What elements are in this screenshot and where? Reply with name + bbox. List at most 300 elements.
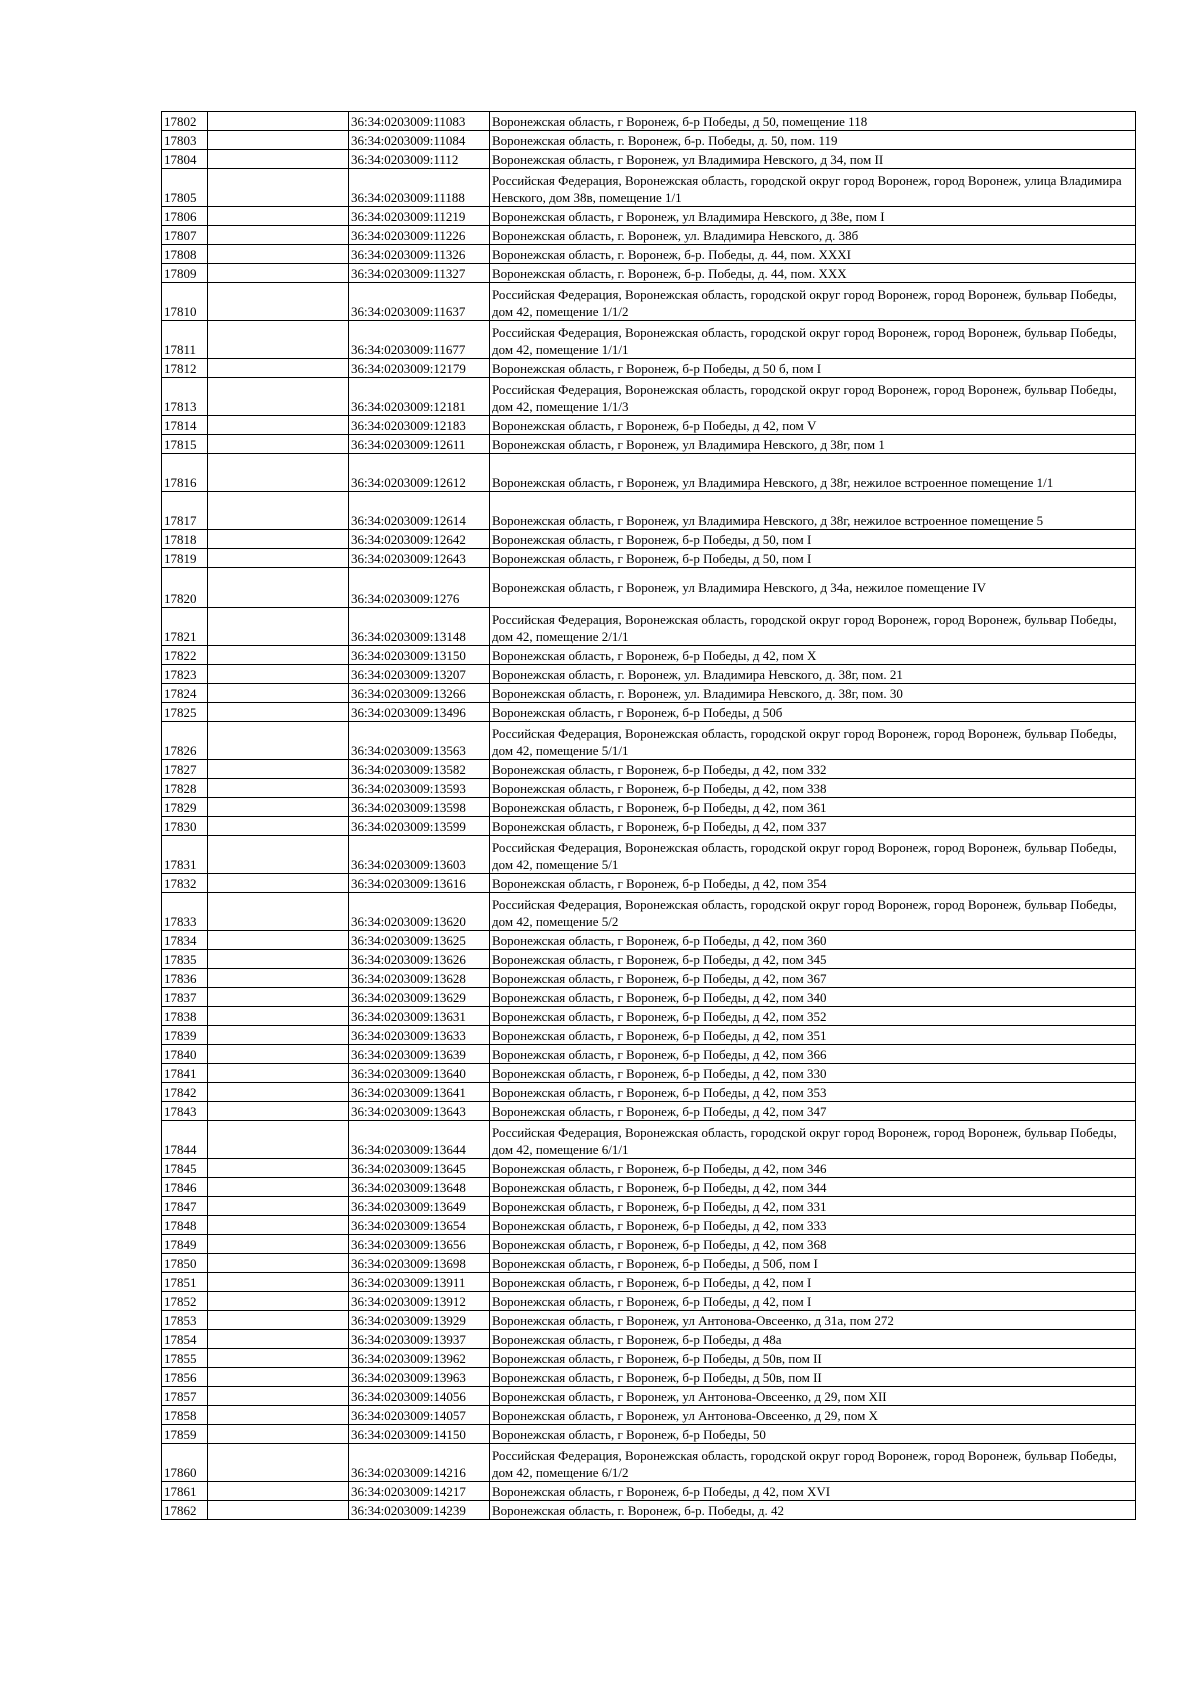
address-cell: Воронежская область, г Воронеж, б-р Победы, 50 — [490, 1425, 1136, 1444]
table-row — [162, 454, 1136, 492]
table-row — [162, 1311, 1136, 1330]
row-number-cell: 17841 — [162, 1064, 208, 1083]
row-number-cell: 17827 — [162, 760, 208, 779]
address-cell: Российская Федерация, Воронежская область, городской округ город Воронеж, город Воронеж, бульвар Победы, дом 42, помещение 5/2 — [490, 893, 1136, 931]
empty-cell — [208, 893, 349, 931]
empty-cell — [208, 226, 349, 245]
table-row — [162, 1064, 1136, 1083]
empty-cell — [208, 1064, 349, 1083]
row-number-cell: 17813 — [162, 378, 208, 416]
address-cell: Воронежская область, г Воронеж, б-р Победы, д 48а — [490, 1330, 1136, 1349]
table-row — [162, 112, 1136, 131]
cadastral-number-cell: 36:34:0203009:13593 — [349, 779, 490, 798]
empty-cell — [208, 760, 349, 779]
table-row — [162, 169, 1136, 207]
empty-cell — [208, 969, 349, 988]
empty-cell — [208, 359, 349, 378]
empty-cell — [208, 874, 349, 893]
table-row — [162, 893, 1136, 931]
table-row — [162, 722, 1136, 760]
empty-cell — [208, 608, 349, 646]
empty-cell — [208, 931, 349, 950]
row-number-cell: 17819 — [162, 549, 208, 568]
empty-cell — [208, 703, 349, 722]
row-number-cell: 17836 — [162, 969, 208, 988]
table-row — [162, 530, 1136, 549]
empty-cell — [208, 988, 349, 1007]
table-row — [162, 1406, 1136, 1425]
row-number-cell: 17820 — [162, 568, 208, 608]
address-cell: Российская Федерация, Воронежская область, городской округ город Воронеж, город Воронеж, бульвар Победы, дом 42, помещение 5/1/1 — [490, 722, 1136, 760]
cadastral-number-cell: 36:34:0203009:13625 — [349, 931, 490, 950]
empty-cell — [208, 1330, 349, 1349]
empty-cell — [208, 131, 349, 150]
address-cell: Воронежская область, г Воронеж, б-р Победы, д 42, пом I — [490, 1273, 1136, 1292]
row-number-cell: 17840 — [162, 1045, 208, 1064]
cadastral-number-cell: 36:34:0203009:12612 — [349, 454, 490, 492]
empty-cell — [208, 817, 349, 836]
address-cell: Воронежская область, г Воронеж, б-р Победы, д 42, пом 333 — [490, 1216, 1136, 1235]
empty-cell — [208, 454, 349, 492]
cadastral-number-cell: 36:34:0203009:14217 — [349, 1482, 490, 1501]
table-row — [162, 416, 1136, 435]
table-row — [162, 359, 1136, 378]
cadastral-number-cell: 36:34:0203009:13626 — [349, 950, 490, 969]
table-row — [162, 1235, 1136, 1254]
address-cell: Воронежская область, г Воронеж, б-р Победы, д 42, пом 344 — [490, 1178, 1136, 1197]
table-row — [162, 1482, 1136, 1501]
address-cell: Воронежская область, г Воронеж, б-р Победы, д 50в, пом II — [490, 1368, 1136, 1387]
cadastral-number-cell: 36:34:0203009:13643 — [349, 1102, 490, 1121]
row-number-cell: 17857 — [162, 1387, 208, 1406]
empty-cell — [208, 568, 349, 608]
address-cell: Российская Федерация, Воронежская область, городской округ город Воронеж, город Воронеж, бульвар Победы, дом 42, помещение 1/1/1 — [490, 321, 1136, 359]
row-number-cell: 17831 — [162, 836, 208, 874]
row-number-cell: 17844 — [162, 1121, 208, 1159]
table-row — [162, 1330, 1136, 1349]
register-table-body — [162, 112, 1136, 1520]
row-number-cell: 17858 — [162, 1406, 208, 1425]
row-number-cell: 17809 — [162, 264, 208, 283]
table-row — [162, 264, 1136, 283]
cadastral-number-cell: 36:34:0203009:14057 — [349, 1406, 490, 1425]
address-cell: Воронежская область, г Воронеж, ул Владимира Невского, д 38е, пом I — [490, 207, 1136, 226]
row-number-cell: 17818 — [162, 530, 208, 549]
row-number-cell: 17854 — [162, 1330, 208, 1349]
table-row — [162, 931, 1136, 950]
address-cell: Воронежская область, г. Воронеж, б-р. Победы, д. 42 — [490, 1501, 1136, 1520]
cadastral-number-cell: 36:34:0203009:14056 — [349, 1387, 490, 1406]
cadastral-number-cell: 36:34:0203009:13266 — [349, 684, 490, 703]
row-number-cell: 17805 — [162, 169, 208, 207]
table-row — [162, 435, 1136, 454]
row-number-cell: 17804 — [162, 150, 208, 169]
empty-cell — [208, 549, 349, 568]
address-cell: Воронежская область, г Воронеж, б-р Победы, д 42, пом X — [490, 646, 1136, 665]
cadastral-number-cell: 36:34:0203009:11326 — [349, 245, 490, 264]
empty-cell — [208, 1311, 349, 1330]
row-number-cell: 17848 — [162, 1216, 208, 1235]
row-number-cell: 17829 — [162, 798, 208, 817]
cadastral-number-cell: 36:34:0203009:13207 — [349, 665, 490, 684]
table-row — [162, 1216, 1136, 1235]
row-number-cell: 17853 — [162, 1311, 208, 1330]
row-number-cell: 17811 — [162, 321, 208, 359]
empty-cell — [208, 1026, 349, 1045]
empty-cell — [208, 492, 349, 530]
table-row — [162, 492, 1136, 530]
row-number-cell: 17849 — [162, 1235, 208, 1254]
address-cell: Воронежская область, г Воронеж, б-р Победы, д 42, пом 332 — [490, 760, 1136, 779]
address-cell: Воронежская область, г Воронеж, б-р Победы, д 42, пом 351 — [490, 1026, 1136, 1045]
row-number-cell: 17822 — [162, 646, 208, 665]
empty-cell — [208, 207, 349, 226]
cadastral-number-cell: 36:34:0203009:12642 — [349, 530, 490, 549]
table-row — [162, 131, 1136, 150]
table-row — [162, 798, 1136, 817]
empty-cell — [208, 1444, 349, 1482]
cadastral-number-cell: 36:34:0203009:12643 — [349, 549, 490, 568]
address-cell: Воронежская область, г Воронеж, б-р Победы, д 42, пом 340 — [490, 988, 1136, 1007]
address-cell: Воронежская область, г. Воронеж, ул. Владимира Невского, д. 38г, пом. 30 — [490, 684, 1136, 703]
cadastral-number-cell: 36:34:0203009:13962 — [349, 1349, 490, 1368]
row-number-cell: 17828 — [162, 779, 208, 798]
cadastral-number-cell: 36:34:0203009:13633 — [349, 1026, 490, 1045]
cadastral-number-cell: 36:34:0203009:13654 — [349, 1216, 490, 1235]
empty-cell — [208, 150, 349, 169]
address-cell: Воронежская область, г Воронеж, б-р Победы, д 50в, пом II — [490, 1349, 1136, 1368]
row-number-cell: 17825 — [162, 703, 208, 722]
cadastral-number-cell: 36:34:0203009:13148 — [349, 608, 490, 646]
row-number-cell: 17856 — [162, 1368, 208, 1387]
row-number-cell: 17808 — [162, 245, 208, 264]
address-cell: Воронежская область, г Воронеж, б-р Победы, д 42, пом 337 — [490, 817, 1136, 836]
empty-cell — [208, 378, 349, 416]
row-number-cell: 17806 — [162, 207, 208, 226]
row-number-cell: 17846 — [162, 1178, 208, 1197]
address-cell: Воронежская область, г Воронеж, б-р Победы, д 42, пом 331 — [490, 1197, 1136, 1216]
table-row — [162, 1387, 1136, 1406]
table-row — [162, 321, 1136, 359]
address-cell: Российская Федерация, Воронежская область, городской округ город Воронеж, город Воронеж, бульвар Победы, дом 42, помещение 6/1/1 — [490, 1121, 1136, 1159]
table-row — [162, 1178, 1136, 1197]
address-cell: Воронежская область, г Воронеж, б-р Победы, д 42, пом 366 — [490, 1045, 1136, 1064]
address-cell: Воронежская область, г Воронеж, б-р Победы, д 42, пом 361 — [490, 798, 1136, 817]
table-row — [162, 779, 1136, 798]
row-number-cell: 17802 — [162, 112, 208, 131]
empty-cell — [208, 1216, 349, 1235]
cadastral-number-cell: 36:34:0203009:13150 — [349, 646, 490, 665]
address-cell: Воронежская область, г Воронеж, б-р Победы, д 42, пом I — [490, 1292, 1136, 1311]
empty-cell — [208, 245, 349, 264]
address-cell: Воронежская область, г. Воронеж, ул. Владимира Невского, д. 38г, пом. 21 — [490, 665, 1136, 684]
address-cell: Воронежская область, г Воронеж, б-р Победы, д 42, пом 330 — [490, 1064, 1136, 1083]
table-row — [162, 684, 1136, 703]
table-row — [162, 1368, 1136, 1387]
cadastral-number-cell: 36:34:0203009:13644 — [349, 1121, 490, 1159]
cadastral-number-cell: 36:34:0203009:13599 — [349, 817, 490, 836]
address-cell: Воронежская область, г Воронеж, б-р Победы, д 42, пом 346 — [490, 1159, 1136, 1178]
row-number-cell: 17810 — [162, 283, 208, 321]
table-row — [162, 1197, 1136, 1216]
row-number-cell: 17847 — [162, 1197, 208, 1216]
empty-cell — [208, 1387, 349, 1406]
table-row — [162, 245, 1136, 264]
address-cell: Воронежская область, г Воронеж, б-р Победы, д 42, пом 338 — [490, 779, 1136, 798]
empty-cell — [208, 1273, 349, 1292]
empty-cell — [208, 1045, 349, 1064]
address-cell: Российская Федерация, Воронежская область, городской округ город Воронеж, город Воронеж, бульвар Победы, дом 42, помещение 2/1/1 — [490, 608, 1136, 646]
row-number-cell: 17852 — [162, 1292, 208, 1311]
table-row — [162, 1083, 1136, 1102]
cadastral-number-cell: 36:34:0203009:13496 — [349, 703, 490, 722]
empty-cell — [208, 1406, 349, 1425]
empty-cell — [208, 798, 349, 817]
table-row — [162, 1273, 1136, 1292]
table-row — [162, 988, 1136, 1007]
empty-cell — [208, 1159, 349, 1178]
row-number-cell: 17843 — [162, 1102, 208, 1121]
table-row — [162, 1425, 1136, 1444]
cadastral-number-cell: 36:34:0203009:13648 — [349, 1178, 490, 1197]
row-number-cell: 17842 — [162, 1083, 208, 1102]
cadastral-number-cell: 36:34:0203009:11327 — [349, 264, 490, 283]
table-row — [162, 378, 1136, 416]
table-row — [162, 665, 1136, 684]
cadastral-number-cell: 36:34:0203009:13620 — [349, 893, 490, 931]
table-row — [162, 1159, 1136, 1178]
row-number-cell: 17816 — [162, 454, 208, 492]
cadastral-number-cell: 36:34:0203009:14239 — [349, 1501, 490, 1520]
cadastral-number-cell: 36:34:0203009:14216 — [349, 1444, 490, 1482]
empty-cell — [208, 779, 349, 798]
empty-cell — [208, 1254, 349, 1273]
table-row — [162, 1102, 1136, 1121]
address-cell: Воронежская область, г Воронеж, б-р Победы, д 42, пом 367 — [490, 969, 1136, 988]
table-row — [162, 1501, 1136, 1520]
cadastral-number-cell: 36:34:0203009:13698 — [349, 1254, 490, 1273]
address-cell: Воронежская область, г. Воронеж, б-р. Победы, д. 44, пом. XXXI — [490, 245, 1136, 264]
empty-cell — [208, 1178, 349, 1197]
cadastral-number-cell: 36:34:0203009:13598 — [349, 798, 490, 817]
address-cell: Воронежская область, г Воронеж, ул Антонова-Овсеенко, д 29, пом XII — [490, 1387, 1136, 1406]
row-number-cell: 17815 — [162, 435, 208, 454]
row-number-cell: 17850 — [162, 1254, 208, 1273]
cadastral-number-cell: 36:34:0203009:13937 — [349, 1330, 490, 1349]
table-row — [162, 1121, 1136, 1159]
cadastral-number-cell: 36:34:0203009:12179 — [349, 359, 490, 378]
cadastral-number-cell: 36:34:0203009:13641 — [349, 1083, 490, 1102]
row-number-cell: 17837 — [162, 988, 208, 1007]
row-number-cell: 17851 — [162, 1273, 208, 1292]
address-cell: Воронежская область, г Воронеж, б-р Победы, д 42, пом 353 — [490, 1083, 1136, 1102]
table-row — [162, 150, 1136, 169]
address-cell: Воронежская область, г. Воронеж, б-р. Победы, д. 50, пом. 119 — [490, 131, 1136, 150]
table-row — [162, 1007, 1136, 1026]
table-row — [162, 608, 1136, 646]
address-cell: Воронежская область, г Воронеж, б-р Победы, д 42, пом 360 — [490, 931, 1136, 950]
empty-cell — [208, 1425, 349, 1444]
cadastral-number-cell: 36:34:0203009:11219 — [349, 207, 490, 226]
cadastral-number-cell: 36:34:0203009:13645 — [349, 1159, 490, 1178]
cadastral-number-cell: 36:34:0203009:13649 — [349, 1197, 490, 1216]
address-cell: Воронежская область, г Воронеж, ул Владимира Невского, д 34, пом II — [490, 150, 1136, 169]
address-cell: Российская Федерация, Воронежская область, городской округ город Воронеж, город Воронеж, бульвар Победы, дом 42, помещение 1/1/2 — [490, 283, 1136, 321]
address-cell: Воронежская область, г Воронеж, ул Владимира Невского, д 38г, пом 1 — [490, 435, 1136, 454]
address-cell: Российская Федерация, Воронежская область, городской округ город Воронеж, город Воронеж, бульвар Победы, дом 42, помещение 5/1 — [490, 836, 1136, 874]
table-row — [162, 568, 1136, 608]
table-row — [162, 1045, 1136, 1064]
cadastral-number-cell: 36:34:0203009:13911 — [349, 1273, 490, 1292]
address-cell: Воронежская область, г Воронеж, б-р Победы, д 42, пом 347 — [490, 1102, 1136, 1121]
row-number-cell: 17859 — [162, 1425, 208, 1444]
table-row — [162, 760, 1136, 779]
table-row — [162, 549, 1136, 568]
address-cell: Российская Федерация, Воронежская область, городской округ город Воронеж, город Воронеж, бульвар Победы, дом 42, помещение 1/1/3 — [490, 378, 1136, 416]
cadastral-number-cell: 36:34:0203009:13656 — [349, 1235, 490, 1254]
address-cell: Воронежская область, г Воронеж, ул Владимира Невского, д 38г, нежилое встроенное помещение 1/1 — [490, 454, 1136, 492]
table-row — [162, 969, 1136, 988]
row-number-cell: 17845 — [162, 1159, 208, 1178]
empty-cell — [208, 1501, 349, 1520]
row-number-cell: 17834 — [162, 931, 208, 950]
table-row — [162, 1444, 1136, 1482]
empty-cell — [208, 1482, 349, 1501]
cadastral-number-cell: 36:34:0203009:13963 — [349, 1368, 490, 1387]
address-cell: Российская Федерация, Воронежская область, городской округ город Воронеж, город Воронеж, улица Владимира Невского, дом 38в, помещение 1/1 — [490, 169, 1136, 207]
row-number-cell: 17835 — [162, 950, 208, 969]
row-number-cell: 17817 — [162, 492, 208, 530]
table-row — [162, 646, 1136, 665]
cadastral-number-cell: 36:34:0203009:12183 — [349, 416, 490, 435]
cadastral-number-cell: 36:34:0203009:13631 — [349, 1007, 490, 1026]
cadastral-number-cell: 36:34:0203009:14150 — [349, 1425, 490, 1444]
table-row — [162, 703, 1136, 722]
address-cell: Российская Федерация, Воронежская область, городской округ город Воронеж, город Воронеж, бульвар Победы, дом 42, помещение 6/1/2 — [490, 1444, 1136, 1482]
empty-cell — [208, 684, 349, 703]
row-number-cell: 17832 — [162, 874, 208, 893]
cadastral-number-cell: 36:34:0203009:11677 — [349, 321, 490, 359]
cadastral-number-cell: 36:34:0203009:13629 — [349, 988, 490, 1007]
empty-cell — [208, 1368, 349, 1387]
empty-cell — [208, 950, 349, 969]
cadastral-number-cell: 36:34:0203009:13616 — [349, 874, 490, 893]
address-cell: Воронежская область, г Воронеж, б-р Победы, д 50б — [490, 703, 1136, 722]
table-row — [162, 1292, 1136, 1311]
row-number-cell: 17824 — [162, 684, 208, 703]
empty-cell — [208, 169, 349, 207]
empty-cell — [208, 435, 349, 454]
cadastral-number-cell: 36:34:0203009:13628 — [349, 969, 490, 988]
address-cell: Воронежская область, г Воронеж, б-р Победы, д 50б, пом I — [490, 1254, 1136, 1273]
cadastral-number-cell: 36:34:0203009:12611 — [349, 435, 490, 454]
table-row — [162, 283, 1136, 321]
table-row — [162, 1026, 1136, 1045]
address-cell: Воронежская область, г Воронеж, б-р Победы, д 50, пом I — [490, 530, 1136, 549]
empty-cell — [208, 646, 349, 665]
address-cell: Воронежская область, г Воронеж, б-р Победы, д 42, пом 354 — [490, 874, 1136, 893]
cadastral-number-cell: 36:34:0203009:12181 — [349, 378, 490, 416]
row-number-cell: 17838 — [162, 1007, 208, 1026]
empty-cell — [208, 1235, 349, 1254]
row-number-cell: 17833 — [162, 893, 208, 931]
address-cell: Воронежская область, г Воронеж, б-р Победы, д 42, пом 368 — [490, 1235, 1136, 1254]
row-number-cell: 17862 — [162, 1501, 208, 1520]
address-cell: Воронежская область, г. Воронеж, ул. Владимира Невского, д. 38б — [490, 226, 1136, 245]
cadastral-number-cell: 36:34:0203009:13640 — [349, 1064, 490, 1083]
cadastral-number-cell: 36:34:0203009:11226 — [349, 226, 490, 245]
empty-cell — [208, 836, 349, 874]
address-cell: Воронежская область, г Воронеж, б-р Победы, д 50, помещение 118 — [490, 112, 1136, 131]
row-number-cell: 17814 — [162, 416, 208, 435]
property-register-table — [161, 111, 1136, 1520]
table-row — [162, 226, 1136, 245]
cadastral-number-cell: 36:34:0203009:11637 — [349, 283, 490, 321]
row-number-cell: 17807 — [162, 226, 208, 245]
row-number-cell: 17812 — [162, 359, 208, 378]
cadastral-number-cell: 36:34:0203009:13582 — [349, 760, 490, 779]
empty-cell — [208, 112, 349, 131]
empty-cell — [208, 1083, 349, 1102]
table-row — [162, 874, 1136, 893]
cadastral-number-cell: 36:34:0203009:13912 — [349, 1292, 490, 1311]
table-row — [162, 207, 1136, 226]
empty-cell — [208, 264, 349, 283]
cadastral-number-cell: 36:34:0203009:12614 — [349, 492, 490, 530]
empty-cell — [208, 321, 349, 359]
row-number-cell: 17821 — [162, 608, 208, 646]
empty-cell — [208, 530, 349, 549]
cadastral-number-cell: 36:34:0203009:1112 — [349, 150, 490, 169]
row-number-cell: 17860 — [162, 1444, 208, 1482]
row-number-cell: 17839 — [162, 1026, 208, 1045]
address-cell: Воронежская область, г Воронеж, б-р Победы, д 42, пом XVI — [490, 1482, 1136, 1501]
empty-cell — [208, 416, 349, 435]
empty-cell — [208, 1292, 349, 1311]
address-cell: Воронежская область, г Воронеж, ул Владимира Невского, д 34а, нежилое помещение IV — [490, 568, 1136, 608]
cadastral-number-cell: 36:34:0203009:13563 — [349, 722, 490, 760]
cadastral-number-cell: 36:34:0203009:1276 — [349, 568, 490, 608]
row-number-cell: 17861 — [162, 1482, 208, 1501]
address-cell: Воронежская область, г Воронеж, б-р Победы, д 42, пом 352 — [490, 1007, 1136, 1026]
row-number-cell: 17830 — [162, 817, 208, 836]
address-cell: Воронежская область, г Воронеж, ул Антонова-Овсеенко, д 31а, пом 272 — [490, 1311, 1136, 1330]
address-cell: Воронежская область, г Воронеж, б-р Победы, д 42, пом 345 — [490, 950, 1136, 969]
empty-cell — [208, 283, 349, 321]
table-row — [162, 817, 1136, 836]
empty-cell — [208, 722, 349, 760]
address-cell: Воронежская область, г Воронеж, б-р Победы, д 42, пом V — [490, 416, 1136, 435]
table-row — [162, 1254, 1136, 1273]
cadastral-number-cell: 36:34:0203009:11188 — [349, 169, 490, 207]
table-row — [162, 1349, 1136, 1368]
empty-cell — [208, 1121, 349, 1159]
row-number-cell: 17803 — [162, 131, 208, 150]
row-number-cell: 17855 — [162, 1349, 208, 1368]
address-cell: Воронежская область, г Воронеж, ул Владимира Невского, д 38г, нежилое встроенное помещение 5 — [490, 492, 1136, 530]
address-cell: Воронежская область, г Воронеж, б-р Победы, д 50, пом I — [490, 549, 1136, 568]
row-number-cell: 17823 — [162, 665, 208, 684]
empty-cell — [208, 1102, 349, 1121]
cadastral-number-cell: 36:34:0203009:13639 — [349, 1045, 490, 1064]
row-number-cell: 17826 — [162, 722, 208, 760]
address-cell: Воронежская область, г Воронеж, б-р Победы, д 50 б, пом I — [490, 359, 1136, 378]
table-row — [162, 950, 1136, 969]
cadastral-number-cell: 36:34:0203009:11083 — [349, 112, 490, 131]
address-cell: Воронежская область, г. Воронеж, б-р. Победы, д. 44, пом. XXX — [490, 264, 1136, 283]
cadastral-number-cell: 36:34:0203009:11084 — [349, 131, 490, 150]
empty-cell — [208, 1007, 349, 1026]
